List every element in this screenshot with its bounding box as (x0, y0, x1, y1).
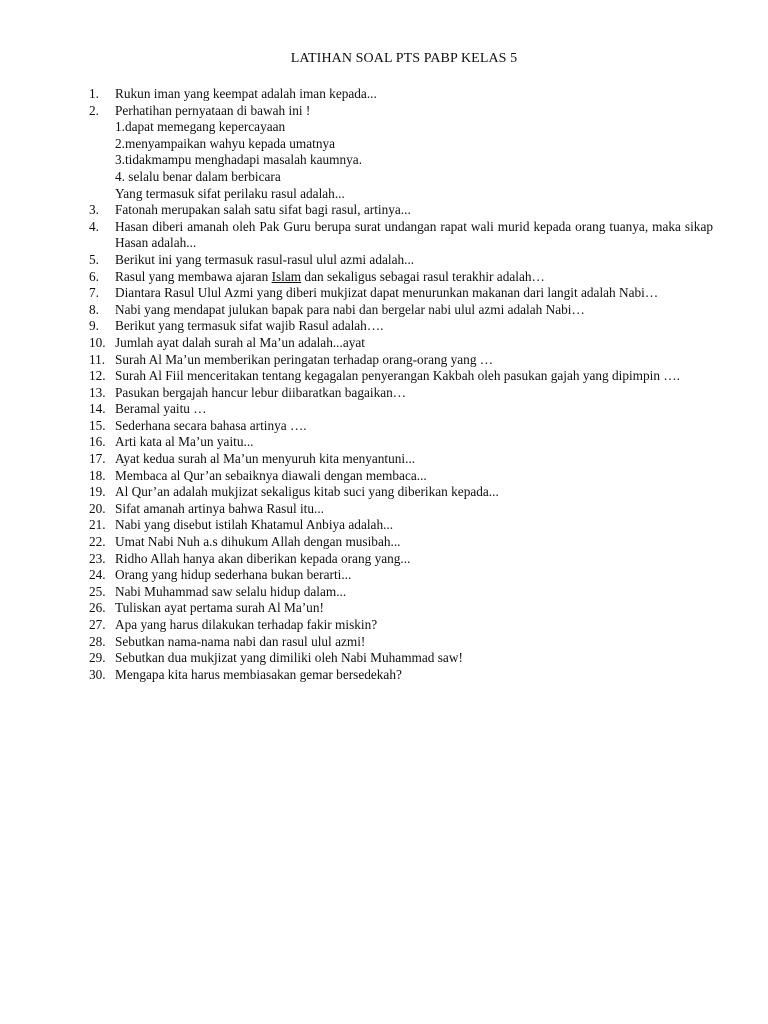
question-item: 4. Hasan diberi amanah oleh Pak Guru berupa surat undangan rapat wali murid kepada orang tuanya, maka sikap Hasan adalah... (89, 218, 713, 251)
question-text: Rukun iman yang keempat adalah iman kepada... (115, 86, 377, 101)
question-text: Mengapa kita harus membiasakan gemar bersedekah? (115, 666, 402, 682)
question-item: 8. Nabi yang mendapat julukan bapak para nabi dan bergelar nabi ulul azmi adalah Nabi… (89, 302, 713, 319)
question-text: Nabi Muhammad saw selalu hidup dalam... (115, 583, 347, 599)
question-item: 2. Perhatihan pernyataan di bawah ini ! (89, 103, 713, 120)
question-item: 20. Sifat amanah artinya bahwa Rasul itu... (89, 501, 713, 518)
question-text: Arti kata al Ma’un yaitu... (115, 434, 254, 450)
question-text: Sederhana secara bahasa artinya …. (115, 417, 307, 433)
question-item: 6. Rasul yang membawa ajaran Islam dan sekaligus sebagai rasul terakhir adalah… (89, 269, 713, 286)
question-text: Beramal yaitu … (115, 401, 207, 417)
question-text: Rasul yang membawa ajaran Islam dan sekaligus sebagai rasul terakhir adalah… (115, 268, 545, 284)
question-item: 22. Umat Nabi Nuh a.s dihukum Allah dengan musibah... (89, 534, 713, 551)
question-text: Membaca al Qur’an sebaiknya diawali dengan membaca... (115, 467, 427, 483)
question-text: Hasan diberi amanah oleh Pak Guru berupa surat undangan rapat wali murid kepada orang tuanya, maka sikap Hasan adalah... (115, 218, 713, 251)
question-item: 17. Ayat kedua surah al Ma’un menyuruh kita menyantuni... (89, 451, 713, 468)
question-item: 29. Sebutkan dua mukjizat yang dimiliki oleh Nabi Muhammad saw! (89, 650, 713, 667)
question-text: Nabi yang disebut istilah Khatamul Anbiya adalah... (115, 517, 394, 533)
question-text: Umat Nabi Nuh a.s dihukum Allah dengan musibah... (115, 534, 401, 550)
question-text: Pasukan bergajah hancur lebur diibaratkan bagaikan… (115, 384, 407, 400)
question-item: 30. Mengapa kita harus membiasakan gemar bersedekah? (89, 667, 713, 684)
question-text: Sifat amanah artinya bahwa Rasul itu... (115, 500, 324, 516)
question-item: 21. Nabi yang disebut istilah Khatamul Anbiya adalah... (89, 517, 713, 534)
question-text: Apa yang harus dilakukan terhadap fakir miskin? (115, 617, 378, 632)
question-prompt: Yang termasuk sifat perilaku rasul adalah... (115, 185, 345, 201)
question-list (89, 86, 713, 683)
statement-option: 2.menyampaikan wahyu kepada umatnya (115, 135, 336, 151)
question-item: 27. Apa yang harus dilakukan terhadap fakir miskin? (89, 617, 713, 634)
question-text: Fatonah merupakan salah satu sifat bagi rasul, artinya... (115, 202, 411, 218)
question-item: 15. Sederhana secara bahasa artinya …. (89, 418, 713, 435)
question-text: Diantara Rasul Ulul Azmi yang diberi mukjizat dapat menurunkan makanan dari langit adalah Nabi… (115, 285, 659, 301)
question-text: Orang yang hidup sederhana bukan berarti... (115, 567, 352, 583)
statement-option: 1.dapat memegang kepercayaan (115, 119, 286, 135)
question-item: 23. Ridho Allah hanya akan diberikan kepada orang yang... (89, 551, 713, 568)
question-text: Surah Al Ma’un memberikan peringatan terhadap orang-orang yang … (115, 351, 494, 367)
question-text: Sebutkan dua mukjizat yang dimiliki oleh Nabi Muhammad saw! (115, 650, 463, 666)
question-item: 16. Arti kata al Ma’un yaitu... (89, 434, 713, 451)
question-text: Sebutkan nama-nama nabi dan rasul ulul azmi! (115, 633, 366, 649)
question-text: Ayat kedua surah al Ma’un menyuruh kita menyantuni... (115, 451, 416, 467)
question-item: 3. Fatonah merupakan salah satu sifat bagi rasul, artinya... (89, 202, 713, 219)
question-item: 7. Diantara Rasul Ulul Azmi yang diberi mukjizat dapat menurunkan makanan dari langit adalah Nabi… (89, 285, 713, 302)
question-item: 25. Nabi Muhammad saw selalu hidup dalam... (89, 584, 713, 601)
question-text: Berikut ini yang termasuk rasul-rasul ulul azmi adalah... (115, 251, 415, 267)
statement-option: 4. selalu benar dalam berbicara (115, 168, 281, 184)
question-text: Berikut yang termasuk sifat wajib Rasul adalah…. (115, 318, 384, 334)
question-item: 19. Al Qur’an adalah mukjizat sekaligus kitab suci yang diberikan kepada... (89, 484, 713, 501)
question-text: Jumlah ayat dalah surah al Ma’un adalah...ayat (115, 334, 365, 350)
question-item: 5. Berikut ini yang termasuk rasul-rasul ulul azmi adalah... (89, 252, 713, 269)
question-item: 12. Surah Al Fiil menceritakan tentang kegagalan penyerangan Kakbah oleh pasukan gajah yang dipimpin …. (89, 368, 713, 385)
question-item: 26. Tuliskan ayat pertama surah Al Ma’un! (89, 600, 713, 617)
question-item: 24. Orang yang hidup sederhana bukan berarti... (89, 567, 713, 584)
question-item: 18. Membaca al Qur’an sebaiknya diawali dengan membaca... (89, 468, 713, 485)
question-item: 10. Jumlah ayat dalah surah al Ma’un adalah...ayat (89, 335, 713, 352)
question-item: 14. Beramal yaitu … (89, 401, 713, 418)
question-item: 28. Sebutkan nama-nama nabi dan rasul ulul azmi! (89, 634, 713, 651)
question-text: Perhatihan pernyataan di bawah ini ! (115, 102, 311, 118)
question-text: Tuliskan ayat pertama surah Al Ma’un! (115, 600, 324, 616)
page-title: LATIHAN SOAL PTS PABP KELAS 5 (290, 51, 518, 66)
question-text: Ridho Allah hanya akan diberikan kepada orang yang... (115, 550, 411, 566)
question-item: 1. Rukun iman yang keempat adalah iman kepada... (89, 86, 713, 103)
statement-option: 3.tidakmampu menghadapi masalah kaumnya. (115, 152, 363, 168)
question-text: Nabi yang mendapat julukan bapak para nabi dan bergelar nabi ulul azmi adalah Nabi… (115, 301, 585, 317)
question-item: 11. Surah Al Ma’un memberikan peringatan terhadap orang-orang yang … (89, 352, 713, 369)
question-text: Al Qur’an adalah mukjizat sekaligus kitab suci yang diberikan kepada... (115, 484, 499, 500)
question-text: Surah Al Fiil menceritakan tentang kegagalan penyerangan Kakbah oleh pasukan gajah yang dipimpin …. (115, 368, 680, 384)
question-item: 13. Pasukan bergajah hancur lebur diibaratkan bagaikan… (89, 385, 713, 402)
question-item: 9. Berikut yang termasuk sifat wajib Rasul adalah…. (89, 318, 713, 335)
islam-link[interactable]: Islam (271, 268, 302, 284)
